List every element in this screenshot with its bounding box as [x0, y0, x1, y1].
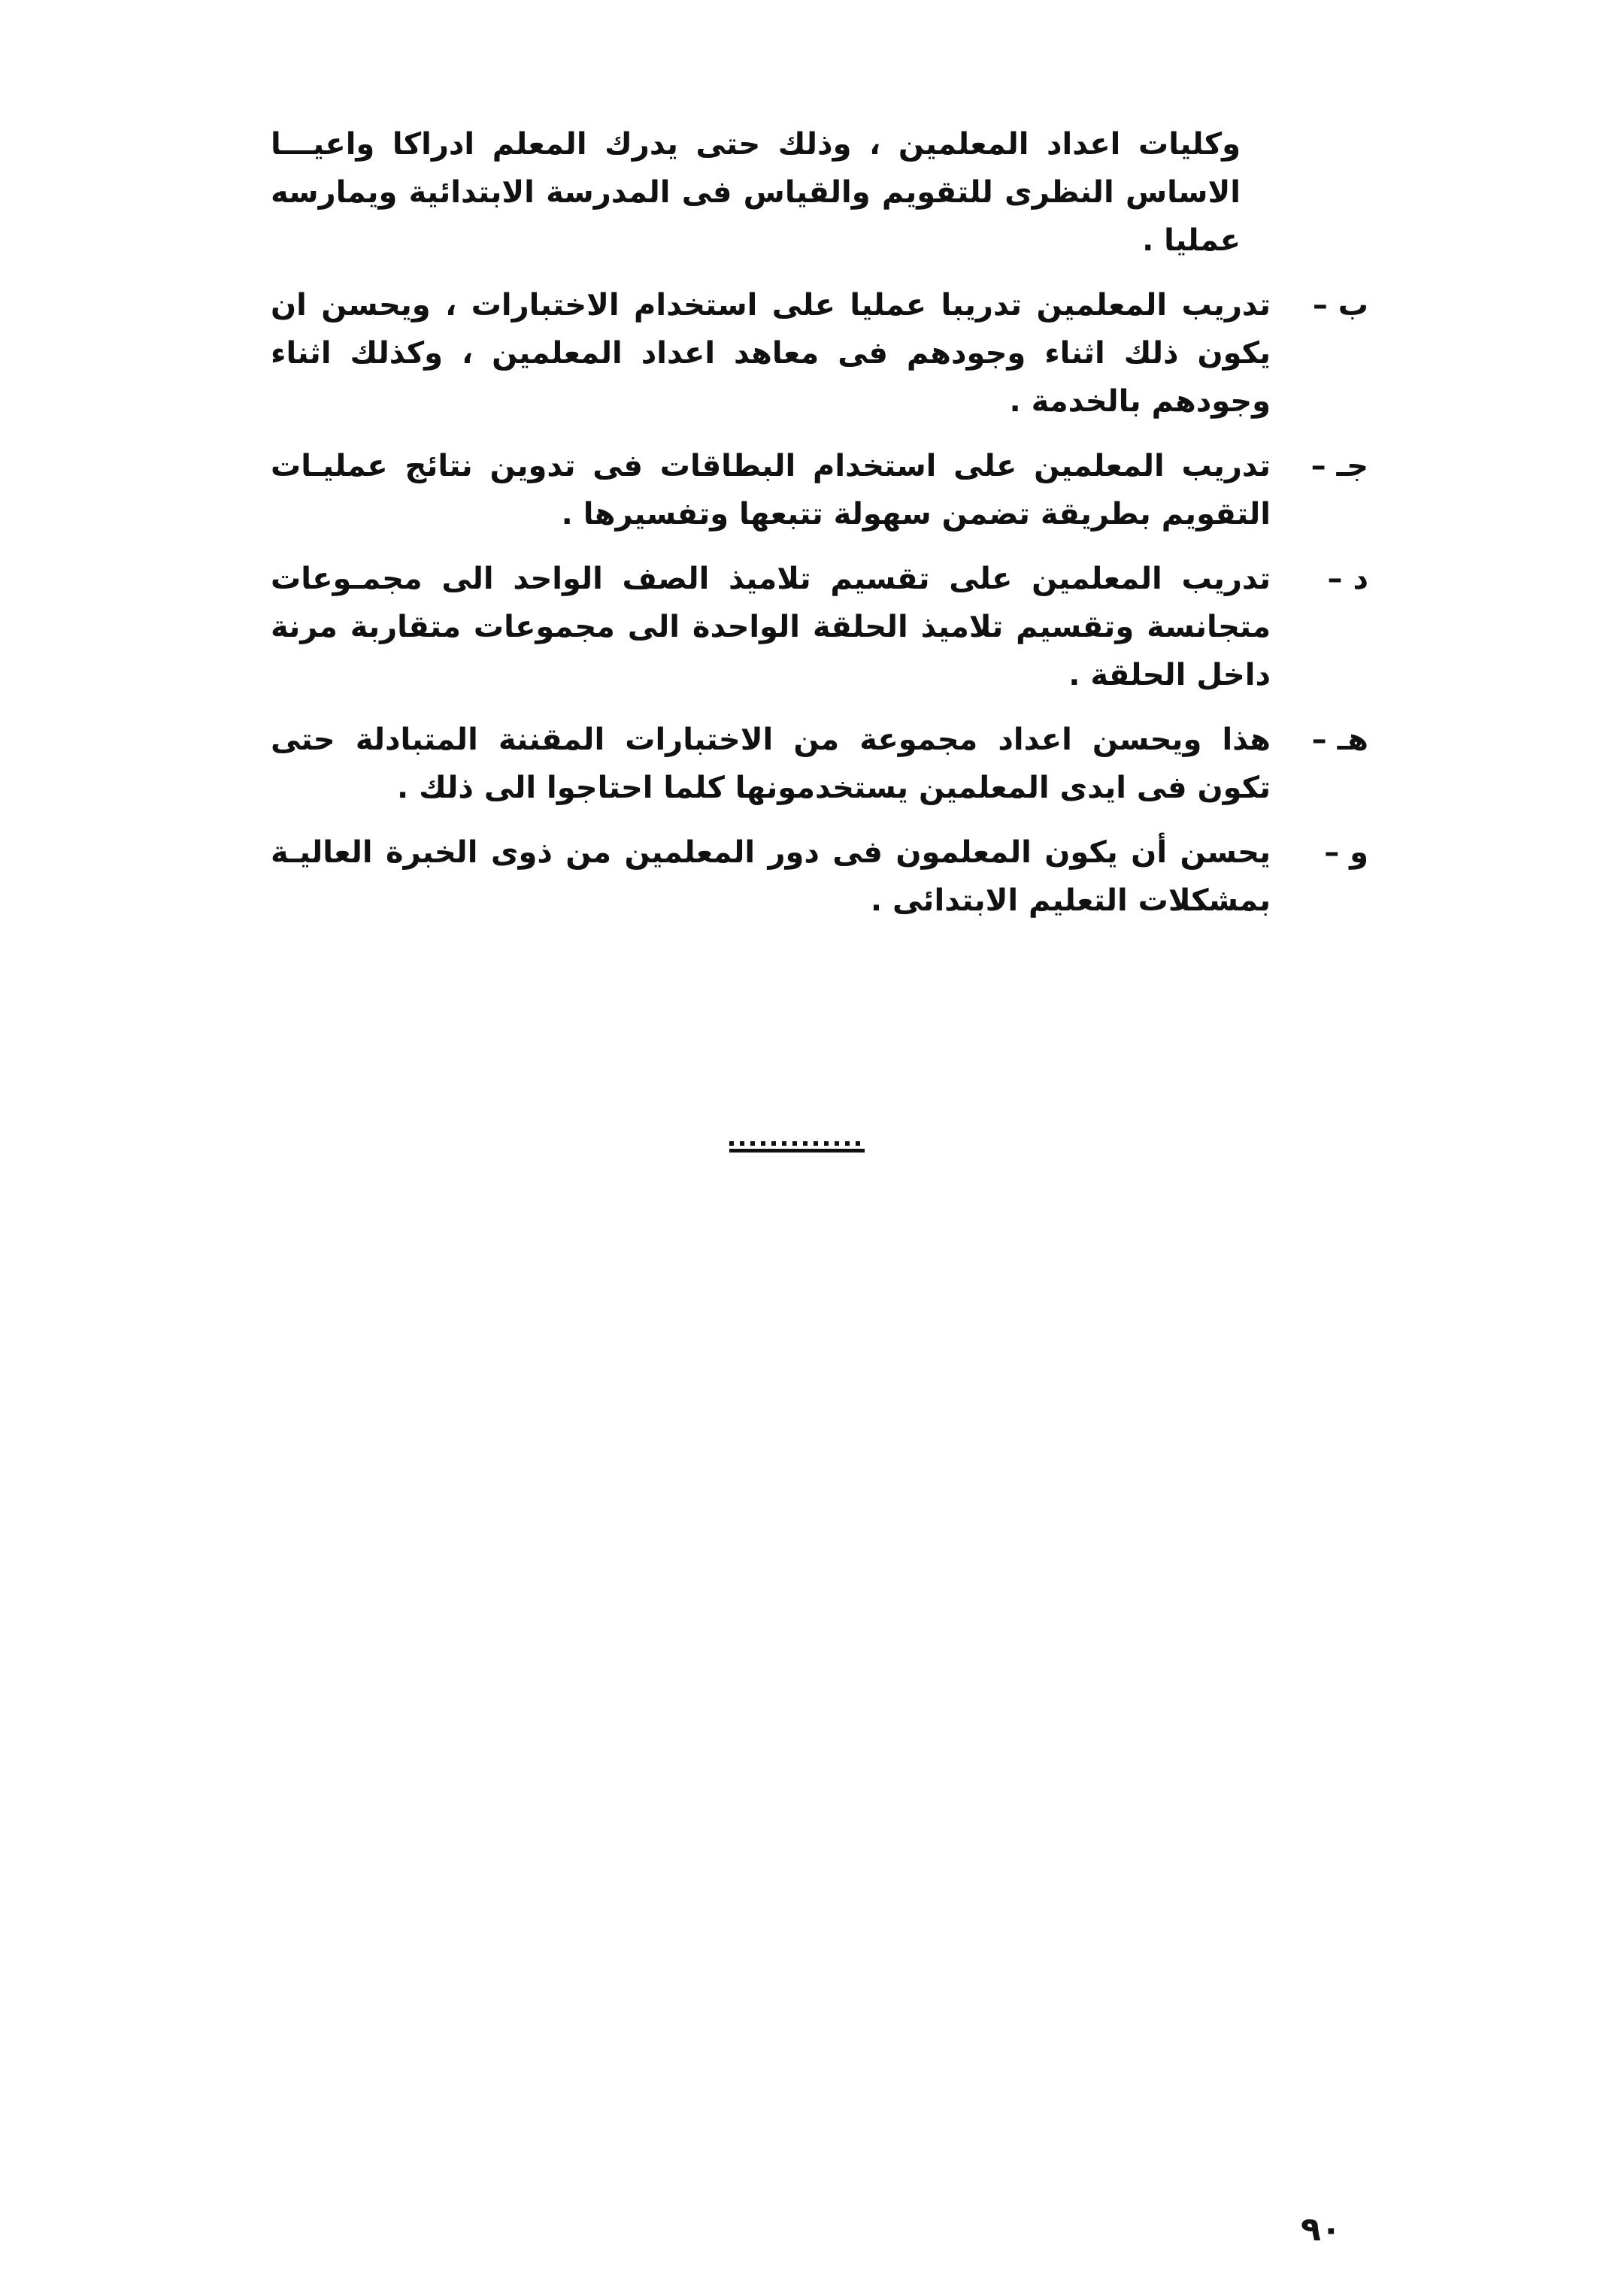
- list-marker: و –: [1324, 835, 1368, 870]
- page-number: ٩٠: [1301, 2210, 1341, 2249]
- list-item-dal: [271, 555, 1368, 699]
- list-item-text: يحسن أن يكون المعلمون فى دور المعلمين من ذوى الخبرة العاليـة بمشكلات التعليم الابتدائى .: [271, 835, 1271, 918]
- list-item-jeem: [271, 442, 1368, 538]
- list-item-waw: [271, 828, 1368, 925]
- list-marker: ب –: [1312, 288, 1368, 323]
- list-item-b: [271, 281, 1368, 426]
- list-marker: جـ –: [1311, 449, 1368, 483]
- list-marker: هـ –: [1311, 722, 1368, 757]
- intro-paragraph: وكليات اعداد المعلمين ، وذلك حتى يدرك المعلم ادراكا واعيـــا الاساس النظرى للتقويم والقياس فى المدرسة الابتدائية ويمارسه عمليا .: [271, 127, 1241, 258]
- list-item-text: هذا ويحسن اعداد مجموعة من الاختبارات المقننة المتبادلة حتى تكون فى ايدى المعلمين يستخدمونها كلما احتاجوا الى ذلك .: [271, 722, 1271, 805]
- list-item-text: تدريب المعلمين على تقسيم تلاميذ الصف الواحد الى مجمـوعات متجانسة وتقسيم تلاميذ الحلقة الواحدة الى مجموعات متقاربة مرنة داخل الحلقة .: [271, 562, 1271, 692]
- list-item-text: تدريب المعلمين تدريبا عمليا على استخدام الاختبارات ، ويحسن ان يكون ذلك اثناء وجودهم فى معاهد اعداد المعلمين ، وكذلك اثناء وجودهم بالخدمة .: [271, 288, 1271, 419]
- list-item-ha: [271, 716, 1368, 812]
- list-item-text: تدريب المعلمين على استخدام البطاقات فى تدوين نتائج عمليـات التقويم بطريقة تضمن سهولة تتبعها وتفسيرها .: [271, 449, 1271, 532]
- section-separator: [729, 1141, 865, 1153]
- list-marker: د –: [1327, 562, 1368, 596]
- document-body: [271, 120, 1368, 941]
